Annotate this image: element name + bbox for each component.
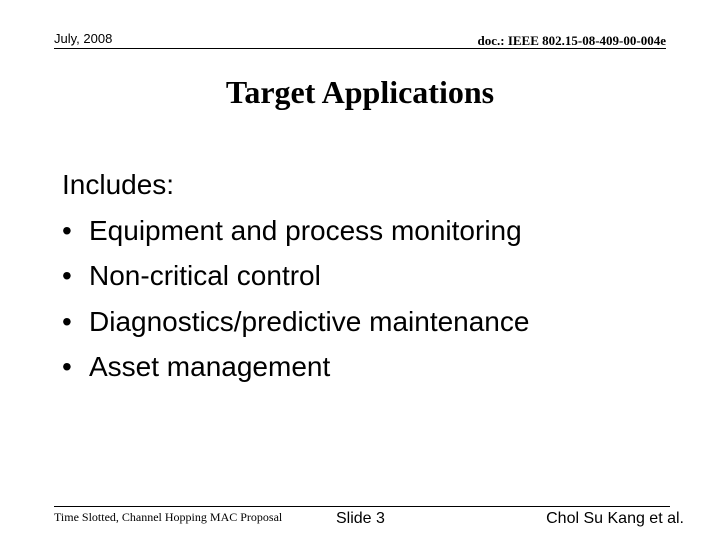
bullet-list <box>62 208 529 390</box>
bullet-text: Equipment and process monitoring <box>89 214 522 246</box>
intro-text: Includes: <box>62 169 175 200</box>
footer-divider <box>54 506 670 507</box>
slide-title: Target Applications <box>225 74 495 110</box>
bullet-glyph: • <box>62 305 72 337</box>
bullet-text: Asset management <box>89 351 331 382</box>
bullet-text: Non-critical control <box>89 260 321 291</box>
footer-author: Chol Su Kang et al. <box>546 510 684 527</box>
slide-number: Slide 3 <box>336 510 385 527</box>
bullet-glyph: • <box>62 260 72 291</box>
slide-body <box>62 162 529 390</box>
bullet-glyph: • <box>62 214 72 246</box>
list-item <box>62 253 529 299</box>
list-item <box>62 344 529 390</box>
header-divider <box>54 48 666 49</box>
list-item <box>62 299 529 345</box>
footer-title: Time Slotted, Channel Hopping MAC Proposal <box>54 510 283 524</box>
bullet-glyph: • <box>62 351 72 382</box>
header-doc-id: doc.: IEEE 802.15-08-409-00-004e <box>477 33 666 48</box>
header-date: July, 2008 <box>54 31 113 46</box>
list-item <box>62 208 529 254</box>
bullet-text: Diagnostics/predictive maintenance <box>89 305 530 337</box>
